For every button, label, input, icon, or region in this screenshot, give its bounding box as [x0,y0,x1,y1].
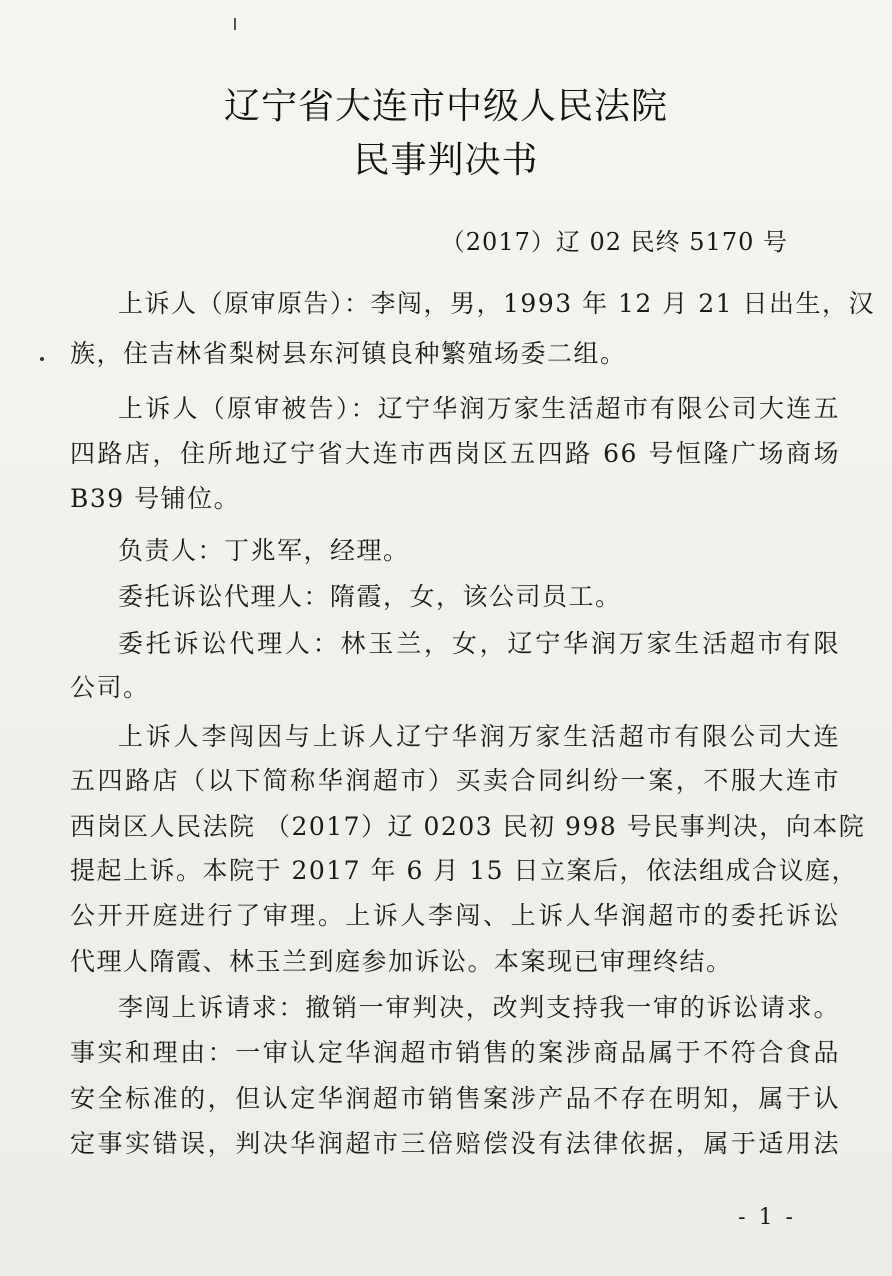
text-line: 定事实错误，判决华润超市三倍赔偿没有法律依据，属于适用法 [70,1129,840,1158]
text-line: 四路店，住所地辽宁省大连市西岗区五四路 66 号恒隆广场商场 [70,439,840,468]
text-line: B39 号铺位。 [70,484,241,513]
text-line: 公司。 [70,673,150,702]
text-line: 代理人隋霞、林玉兰到庭参加诉讼。本案现已审理终结。 [70,947,733,976]
text-line: 事实和理由：一审认定华润超市销售的案涉商品属于不符合食品 [70,1038,840,1067]
text-line: 五四路店（以下简称华润超市）买卖合同纠纷一案，不服大连市 [70,766,840,795]
text-line: 族，住吉林省梨树县东河镇良种繁殖场委二组。 [70,339,627,368]
case-number: （2017）辽 02 民终 5170 号 [440,228,788,256]
page-number: - 1 - [738,1205,796,1230]
text-line: 委托诉讼代理人：林玉兰，女，辽宁华润万家生活超市有限 [118,629,840,658]
text-line: 上诉人（原审被告）：辽宁华润万家生活超市有限公司大连五 [118,394,840,423]
text-line: 安全标准的，但认定华润超市销售案涉产品不存在明知，属于认 [70,1084,840,1113]
text-line: 委托诉讼代理人：隋霞，女，该公司员工。 [118,582,622,611]
text-line: 公开开庭进行了审理。上诉人李闯、上诉人华润超市的委托诉讼 [70,901,840,930]
text-line: 上诉人李闯因与上诉人辽宁华润万家生活超市有限公司大连 [118,722,840,751]
text-line: 李闯上诉请求：撤销一审判决，改判支持我一审的诉讼请求。 [118,993,840,1022]
document-type: 民事判决书 [353,140,539,181]
text-line: 上诉人（原审原告）：李闯，男，1993 年 12 月 21 日出生，汉 [118,289,875,318]
text-line: 提起上诉。本院于 2017 年 6 月 15 日立案后，依法组成合议庭， [70,856,859,885]
scan-mark [234,18,236,30]
court-name: 辽宁省大连市中级人民法院 [223,86,668,127]
text-line: 负责人：丁兆军，经理。 [118,536,410,565]
scan-dot [40,357,44,361]
text-line: 西岗区人民法院 （2017）辽 0203 民初 998 号民事判决，向本院 [70,812,866,841]
